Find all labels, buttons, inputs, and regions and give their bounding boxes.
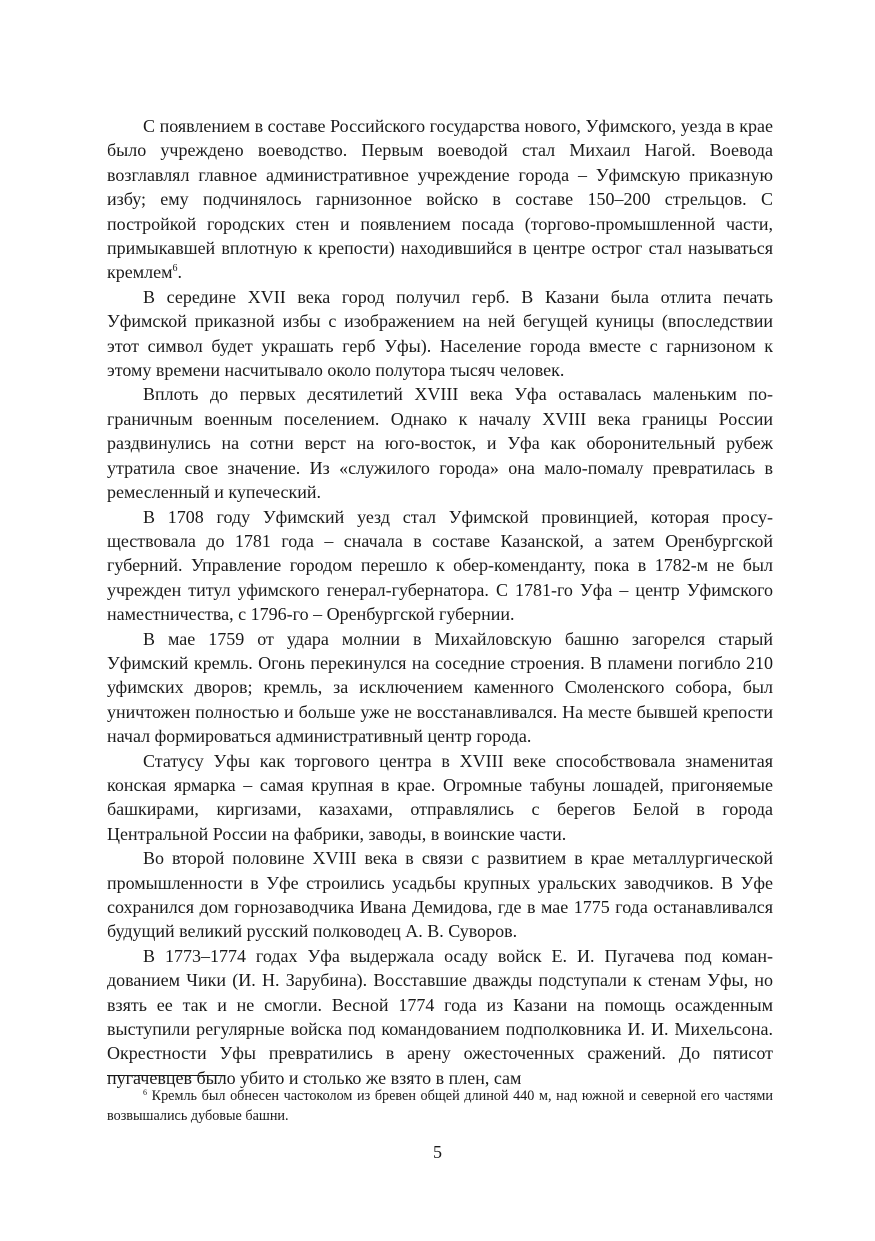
footnote-reference[interactable]: 6: [172, 263, 178, 275]
paragraph: Во второй половине XVIII века в связи с развитием в крае металлургической промышленности в Уфе строились усадьбы крупных уральских заводчиков. В Уфе сохранился дом горнозаводчика Ивана Демидова, где в мае 1775 года останавливался будущий великий русский полководец А. В. Суворов.: [107, 848, 773, 942]
paragraph: В мае 1759 от удара молнии в Михайловскую башню загорелся старый Уфимский кремль. Огонь перекинулся на соседние строения. В пламени погибло 210 уфимских дворов; кремль, за исключением каменного Смоленского собора, был уничтожен полностью и больше уже не восстанавливался. На месте бывшей крепости начал формироваться административный центр города.: [107, 628, 773, 747]
paragraph: В 1708 году Уфимский уезд стал Уфимской провинцией, которая просуществовала до 1781 года – сначала в составе Казанской, а затем Оренбургской губерний. Управление городом перешло к обер-коменданту, пока в 1782-м не был учрежден титул уфимского генерал-губернатора. С 1781-го Уфа – центр Уфимского наместничества, с 1796-го – Оренбургской губернии.: [107, 506, 773, 625]
footnote-text: Кремль был обнесен частоколом из бревен общей длиной 440 м, над южной и северной его частями возвышались дубовые башни.: [107, 1088, 773, 1124]
paragraph: С появлением в составе Российского государства нового, Уфимского, уезда в крае было учреждено воеводство. Первым воеводой стал Михаил Нагой. Воевода возглавлял главное административное учреждение города – Уфимскую приказную избу; ему подчинялось гарнизонное войско в составе 150–200 стрельцов. С постройкой городских стен и появлением посада (торгово-промышленной части, примыкавшей вплотную к крепости) находившийся в центре острог стал называться кремлем$^6$.: [107, 116, 773, 283]
footnote-divider: [107, 1075, 225, 1076]
paragraph: Статусу Уфы как торгового центра в XVIII веке способствовала знаменитая конская ярмарка – самая крупная в крае. Огромные табуны лошадей, пригоняемые башкирами, киргизами, казахами, отправлялись с берегов Белой в города Центральной России на фабрики, заводы, в воинские части.: [107, 750, 773, 844]
paragraph: В 1773–1774 годах Уфа выдержала осаду войск Е. И. Пугачева под командованием Чики (И. Н. Зарубина). Восставшие дважды подступали к стенам Уфы, но взять ее так и не смогли. Весной 1774 года из Казани на помощь осажденным выступили регулярные войска под командованием подполковника И. И. Михельсона. Окрестности Уфы превратились в арену ожесточенных сражений. До пятисот пугачевцев было убито и столько же взято в плен, сам: [107, 945, 773, 1088]
footnote: [107, 1087, 773, 1126]
paragraph: В середине XVII века город получил герб. В Казани была отлита печать Уфимской приказной избы с изображением на ней бегущей куницы (впоследствии этот символ будет украшать герб Уфы). Население города вместе с гарнизоном к этому времени насчитывало около полутора тысяч человек.: [107, 286, 773, 381]
page-number: 5: [433, 1142, 442, 1162]
main-text: [107, 114, 773, 1090]
footnote-marker: 6: [143, 1088, 147, 1097]
paragraph: Вплоть до первых десятилетий XVIII века Уфа оставалась маленьким пограничным военным поселением. Однако к началу XVIII века границы России раздвинулись на сотни верст на юго-восток, и Уфа как оборонительный рубеж утратила свое значение. Из «служилого города» она мало-помалу превратилась в ремесленный и купеческий.: [107, 384, 773, 503]
